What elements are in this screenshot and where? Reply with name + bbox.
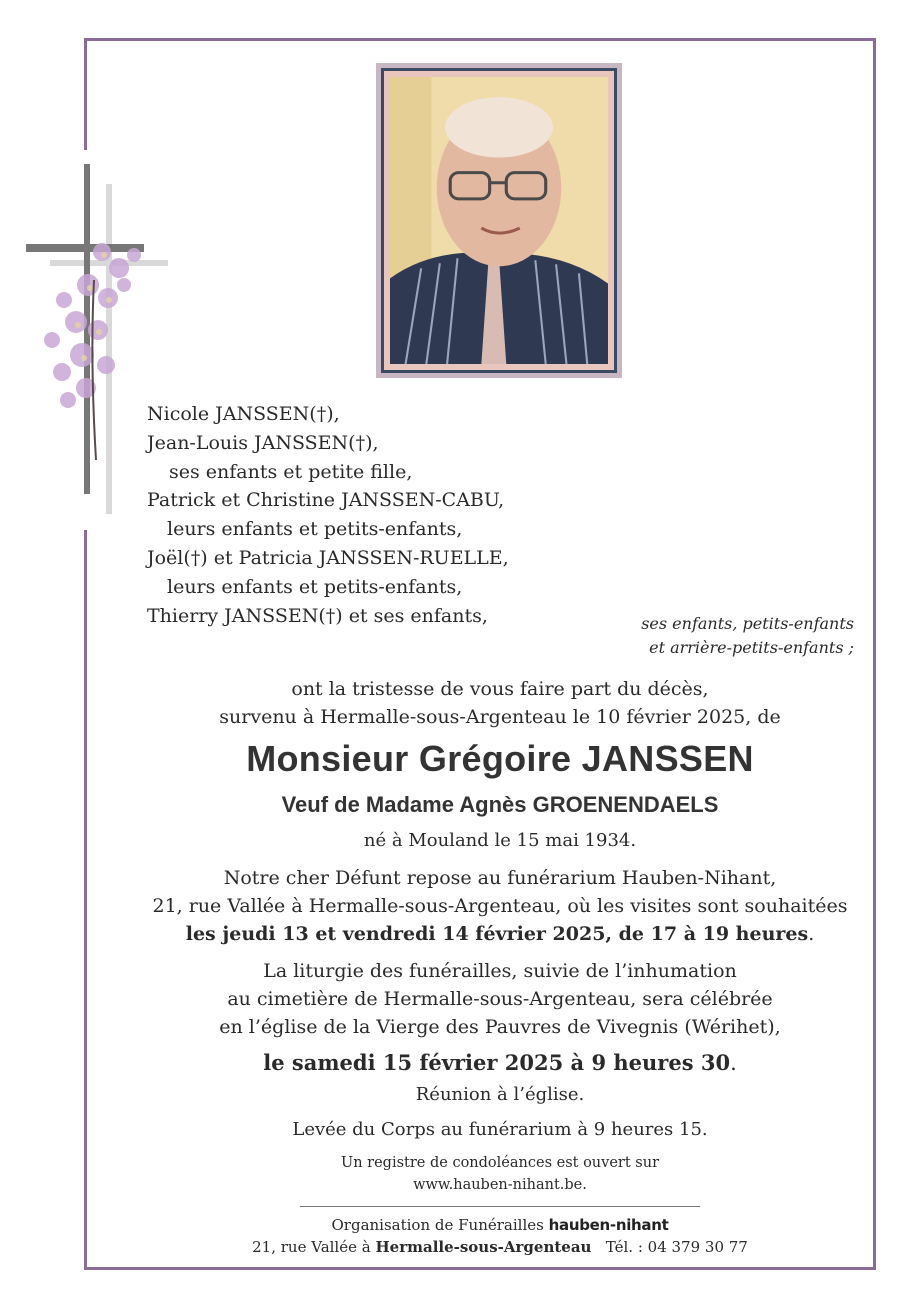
footer-divider <box>300 1206 700 1207</box>
family-line: leurs enfants et petits-enfants, <box>167 575 463 598</box>
visitation-info: Notre cher Défunt repose au funérarium Hauben-Nihant, 21, rue Vallée à Hermalle-sous-Argenteau, où les visites sont souhaitées les jeudi 13 et vendredi 14 février 2025, de 17 à 19 heures. <box>152 867 848 945</box>
portrait-photo <box>390 77 608 364</box>
family-line: Jean-Louis JANSSEN(†), <box>147 431 379 454</box>
family-line: Patrick et Christine JANSSEN-CABU, <box>147 489 505 512</box>
liturgy-info: La liturgie des funérailles, suivie de l’inhumation au cimetière de Hermalle-sous-Argenteau, sera célébrée en l’église de la Vierge des Pauvres de Vivegnis (Wérihet), le samedi 15 février 2025 à 9 heures 30. <box>219 960 781 1075</box>
visit-dates: les jeudi 13 et vendredi 14 février 2025, de 17 à 19 heures <box>185 923 809 945</box>
brand-logo: hauben-nihant <box>548 1216 669 1234</box>
family-line: Nicole JANSSEN(†), <box>147 403 340 425</box>
birth-line: né à Mouland le 15 mai 1934. <box>363 830 637 851</box>
funeral-date: le samedi 15 février 2025 à 9 heures 30 <box>263 1050 731 1075</box>
family-line: ses enfants et petite fille, <box>169 460 413 483</box>
family-list <box>147 400 509 630</box>
deceased-name: Monsieur Grégoire JANSSEN <box>246 738 754 779</box>
footer: Organisation de Funérailles hauben-nihant 21, rue Vallée à Hermalle-sous-Argenteau Tél. : 04 379 30 77 <box>252 1216 748 1256</box>
family-line: Joël(†) et Patricia JANSSEN-RUELLE, <box>147 546 509 569</box>
levee-note: Levée du Corps au funérarium à 9 heures 15. <box>292 1119 708 1140</box>
phone-number: Tél. : 04 379 30 77 <box>605 1238 748 1256</box>
meeting-note: Réunion à l’église. <box>415 1084 585 1105</box>
condolence-registry: Un registre de condoléances est ouvert sur www.hauben-nihant.be. <box>84 1152 916 1196</box>
announcement-intro: ont la tristesse de vous faire part du décès, survenu à Hermalle-sous-Argenteau le 10 février 2025, de <box>219 678 781 728</box>
registry-link[interactable]: www.hauben-nihant.be. <box>413 1177 587 1193</box>
widow-line: Veuf de Madame Agnès GROENENDAELS <box>281 792 719 817</box>
portrait-frame <box>376 63 622 378</box>
relation-note: ses enfants, petits-enfants et arrière-petits-enfants ; <box>641 614 854 657</box>
family-line: leurs enfants et petits-enfants, <box>167 518 463 541</box>
family-line: Thierry JANSSEN(†) et ses enfants, <box>147 604 488 627</box>
